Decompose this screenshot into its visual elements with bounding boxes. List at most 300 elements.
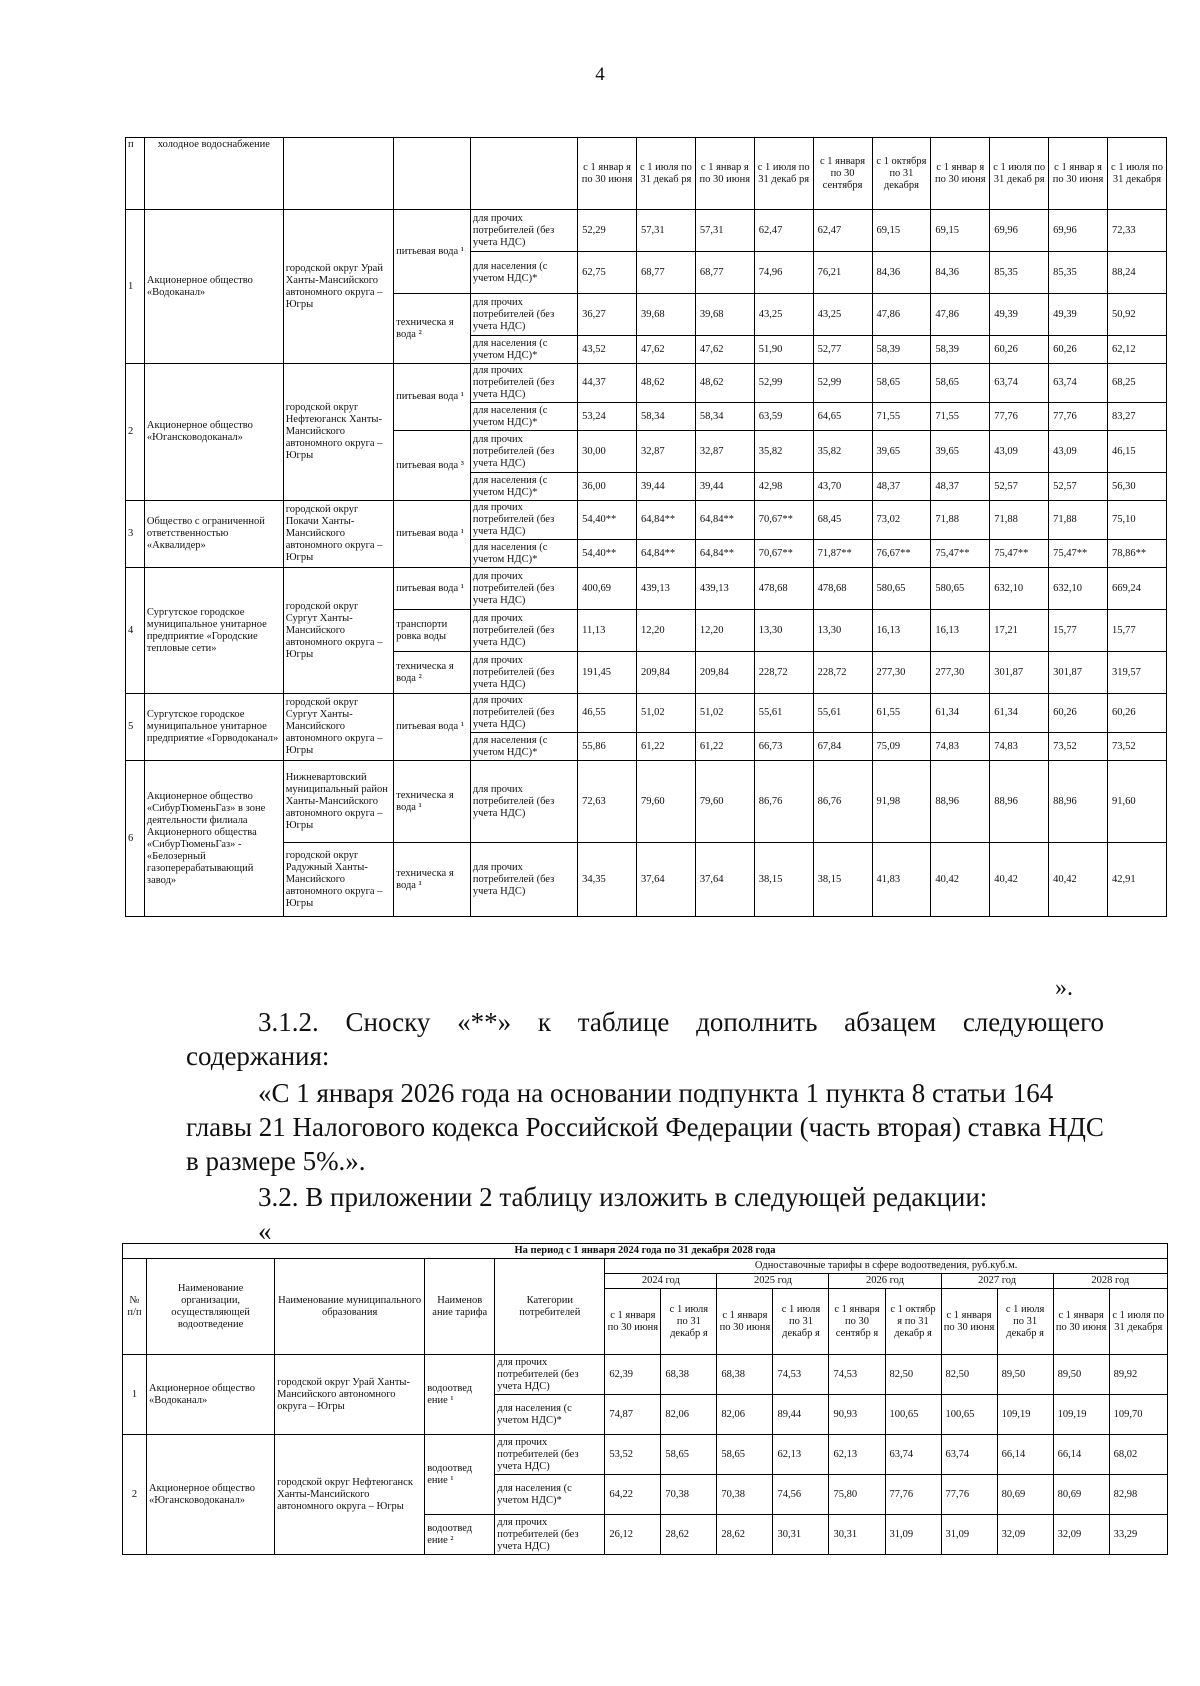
period-header: с 1 июля по 31 декабря <box>1109 1289 1167 1355</box>
tariff-name: питьевая вода ¹ <box>394 568 471 610</box>
org-name: Акционерное общество «Водоканал» <box>147 1355 275 1435</box>
tariff-value: 42,98 <box>754 473 813 501</box>
period-header: с 1 июля по 31 декабр я <box>773 1289 829 1355</box>
footnote-text: «С 1 января 2026 года на основании подпункта 1 пункта 8 статьи 164 главы 21 Налогового кодекса Российской Федерации (часть вторая) ставка НДС в размере 5%.». <box>186 1078 1104 1176</box>
tariff-value: 58,39 <box>931 336 990 364</box>
row-number: 2 <box>123 1435 147 1555</box>
tariff-value: 47,86 <box>872 294 931 336</box>
tariff-value: 71,55 <box>872 403 931 431</box>
tariff-value: 191,45 <box>578 652 637 694</box>
consumer-category: для прочих потребителей (без учета НДС) <box>470 294 577 336</box>
tariff-value: 277,30 <box>872 652 931 694</box>
tariff-value: 79,60 <box>695 761 754 843</box>
period-header: с 1 января по 30 сентябр я <box>829 1289 885 1355</box>
tariff-value: 90,93 <box>829 1395 885 1435</box>
tariff-value: 89,50 <box>997 1355 1053 1395</box>
tariff-value: 71,88 <box>1049 501 1108 540</box>
tariff-value: 58,39 <box>872 336 931 364</box>
tariff-value: 30,00 <box>578 431 637 473</box>
tariff-value: 80,69 <box>997 1475 1053 1515</box>
tariff-group-header: Одноставочные тарифы в сфере водоотведения, руб.куб.м. <box>605 1259 1168 1274</box>
tariff-value: 88,96 <box>990 761 1049 843</box>
tariff-value: 73,52 <box>1049 733 1108 761</box>
tariff-value: 88,96 <box>931 761 990 843</box>
table-header-row <box>126 138 1167 210</box>
municipality: городской округ Радужный Ханты-Мансийского автономного округа – Югры <box>283 843 393 917</box>
tariff-value: 43,70 <box>813 473 872 501</box>
tariff-value: 79,60 <box>637 761 696 843</box>
tariff-value: 70,38 <box>717 1475 773 1515</box>
tariff-value: 400,69 <box>578 568 637 610</box>
table-header-row <box>123 1259 1168 1274</box>
tariff-value: 86,76 <box>813 761 872 843</box>
tariff-value: 30,31 <box>829 1515 885 1555</box>
tariff-value: 61,34 <box>990 694 1049 733</box>
tariff-value: 52,57 <box>1049 473 1108 501</box>
tariff-value: 84,36 <box>872 252 931 294</box>
period-header: с 1 январ я по 30 июня <box>1049 138 1108 210</box>
consumer-category: для населения (с учетом НДС)* <box>470 540 577 568</box>
tariff-value: 77,76 <box>1049 403 1108 431</box>
period-header: с 1 января по 30 сентября <box>813 138 872 210</box>
tariff-value: 89,44 <box>773 1395 829 1435</box>
tariff-value: 36,00 <box>578 473 637 501</box>
tariff-name: питьевая вода ¹ <box>394 364 471 431</box>
header-num: п <box>126 138 145 210</box>
tariff-value: 16,13 <box>872 610 931 652</box>
tariff-value: 54,40** <box>578 501 637 540</box>
tariff-value: 88,96 <box>1049 761 1108 843</box>
tariff-value: 60,26 <box>1049 336 1108 364</box>
tariff-value: 62,13 <box>773 1435 829 1475</box>
municipality: городской округ Урай Ханты-Мансийского автономного округа – Югры <box>275 1355 425 1435</box>
tariff-value: 68,77 <box>637 252 696 294</box>
tariff-value: 76,67** <box>872 540 931 568</box>
municipality: городской округ Нефтеюганск Ханты-Мансийского автономного округа – Югры <box>283 364 393 501</box>
consumer-category: для населения (с учетом НДС)* <box>495 1475 605 1515</box>
consumer-category: для населения (с учетом НДС)* <box>470 403 577 431</box>
tariff-value: 75,47** <box>990 540 1049 568</box>
tariff-value: 50,92 <box>1108 294 1167 336</box>
tariff-value: 51,02 <box>637 694 696 733</box>
tariff-value: 66,73 <box>754 733 813 761</box>
org-name: Сургутское городское муниципальное унитарное предприятие «Городские тепловые сети» <box>144 568 283 694</box>
tariff-value: 73,52 <box>1108 733 1167 761</box>
tariff-value: 57,31 <box>695 210 754 252</box>
tariff-value: 109,19 <box>997 1395 1053 1435</box>
consumer-category: для прочих потребителей (без учета НДС) <box>470 610 577 652</box>
tariff-value: 66,14 <box>997 1435 1053 1475</box>
closing-quote: ». <box>1055 975 1073 1001</box>
tariff-value: 73,02 <box>872 501 931 540</box>
table-row <box>126 694 1167 733</box>
tariff-name: питьевая вода ¹ <box>394 694 471 761</box>
tariff-value: 31,09 <box>941 1515 997 1555</box>
tariff-value: 40,42 <box>931 843 990 917</box>
row-number: 4 <box>126 568 145 694</box>
tariff-value: 88,24 <box>1108 252 1167 294</box>
municipality: городской округ Сургут Ханты-Мансийского автономного округа – Югры <box>283 694 393 761</box>
paragraph-3-2: 3.2. В приложении 2 таблицу изложить в следующей редакции: <box>258 1182 988 1212</box>
tariff-value: 301,87 <box>1049 652 1108 694</box>
tariff-value: 52,77 <box>813 336 872 364</box>
tariff-value: 70,67** <box>754 540 813 568</box>
tariff-value: 36,27 <box>578 294 637 336</box>
tariff-value: 40,42 <box>1049 843 1108 917</box>
tariff-value: 12,20 <box>637 610 696 652</box>
municipality: городской округ Сургут Ханты-Мансийского автономного округа – Югры <box>283 568 393 694</box>
tariff-value: 33,29 <box>1109 1515 1167 1555</box>
tariff-value: 72,63 <box>578 761 637 843</box>
consumer-category: для прочих потребителей (без учета НДС) <box>470 843 577 917</box>
tariff-value: 37,64 <box>695 843 754 917</box>
tariff-value: 15,77 <box>1049 610 1108 652</box>
tariff-value: 82,50 <box>941 1355 997 1395</box>
tariff-value: 60,26 <box>1049 694 1108 733</box>
tariff-value: 61,22 <box>637 733 696 761</box>
tariff-value: 74,83 <box>931 733 990 761</box>
tariff-value: 61,22 <box>695 733 754 761</box>
period-header: с 1 октября по 31 декабря <box>872 138 931 210</box>
tariff-value: 62,13 <box>829 1435 885 1475</box>
tariff-value: 41,83 <box>872 843 931 917</box>
org-name: Общество с ограниченной ответственностью «Аквалидер» <box>144 501 283 568</box>
period-header: с 1 января по 30 июня <box>717 1289 773 1355</box>
row-number: 2 <box>126 364 145 501</box>
tariff-value: 632,10 <box>990 568 1049 610</box>
tariff-value: 74,96 <box>754 252 813 294</box>
tariff-value: 48,37 <box>872 473 931 501</box>
tariff-value: 74,56 <box>773 1475 829 1515</box>
tariff-value: 64,65 <box>813 403 872 431</box>
period-header: с 1 июля по 31 декабр я <box>997 1289 1053 1355</box>
header-org: Наименование организации, осуществляющей водоотведение <box>147 1259 275 1355</box>
tariff-value: 47,62 <box>695 336 754 364</box>
tariff-value: 64,84** <box>695 540 754 568</box>
tariff-value: 60,26 <box>1108 694 1167 733</box>
tariff-value: 82,50 <box>885 1355 941 1395</box>
tariff-value: 68,45 <box>813 501 872 540</box>
tariff-value: 209,84 <box>695 652 754 694</box>
tariff-value: 43,25 <box>813 294 872 336</box>
year-header: 2024 год <box>605 1274 717 1289</box>
table-row <box>126 761 1167 843</box>
tariff-value: 32,09 <box>1053 1515 1109 1555</box>
tariff-value: 580,65 <box>931 568 990 610</box>
tariff-value: 74,53 <box>773 1355 829 1395</box>
row-number: 5 <box>126 694 145 761</box>
tariff-value: 43,25 <box>754 294 813 336</box>
org-name: Акционерное общество «Водоканал» <box>144 210 283 364</box>
tariff-value: 86,76 <box>754 761 813 843</box>
tariff-value: 64,84** <box>637 540 696 568</box>
tariff-name: водоотвед ение ² <box>425 1515 495 1555</box>
tariff-value: 40,42 <box>990 843 1049 917</box>
tariff-name: водоотвед ение ¹ <box>425 1355 495 1435</box>
year-header: 2026 год <box>829 1274 941 1289</box>
tariff-value: 39,65 <box>931 431 990 473</box>
tariff-value: 58,65 <box>872 364 931 403</box>
row-number: 1 <box>126 210 145 364</box>
tariff-value: 82,98 <box>1109 1475 1167 1515</box>
tariff-value: 32,87 <box>695 431 754 473</box>
tariff-value: 48,62 <box>637 364 696 403</box>
consumer-category: для прочих потребителей (без учета НДС) <box>470 761 577 843</box>
tariff-value: 632,10 <box>1049 568 1108 610</box>
tariff-value: 28,62 <box>717 1515 773 1555</box>
tariff-value: 56,30 <box>1108 473 1167 501</box>
tariff-value: 39,44 <box>695 473 754 501</box>
consumer-category: для прочих потребителей (без учета НДС) <box>470 431 577 473</box>
tariff-value: 48,62 <box>695 364 754 403</box>
consumer-category: для населения (с учетом НДС)* <box>470 252 577 294</box>
tariff-value: 439,13 <box>637 568 696 610</box>
tariff-value: 72,33 <box>1108 210 1167 252</box>
year-header: 2028 год <box>1053 1274 1167 1289</box>
tariff-name: техническа я вода ¹ <box>394 843 471 917</box>
row-number: 6 <box>126 761 145 917</box>
tariff-value: 46,15 <box>1108 431 1167 473</box>
tariff-value: 62,75 <box>578 252 637 294</box>
tariff-value: 49,39 <box>1049 294 1108 336</box>
tariff-value: 109,19 <box>1053 1395 1109 1435</box>
tariff-value: 34,35 <box>578 843 637 917</box>
tariff-value: 52,99 <box>813 364 872 403</box>
tariff-name: питьевая вода ¹ <box>394 210 471 294</box>
org-name: Акционерное общество «Югансководоканал» <box>147 1435 275 1555</box>
tariff-value: 60,26 <box>990 336 1049 364</box>
tariff-value: 478,68 <box>754 568 813 610</box>
tariff-value: 68,02 <box>1109 1435 1167 1475</box>
tariff-value: 58,65 <box>931 364 990 403</box>
consumer-category: для населения (с учетом НДС)* <box>470 336 577 364</box>
tariff-value: 74,83 <box>990 733 1049 761</box>
municipality: городской округ Нефтеюганск Ханты-Мансийского автономного округа – Югры <box>275 1435 425 1555</box>
tariff-value: 54,40** <box>578 540 637 568</box>
tariff-value: 63,59 <box>754 403 813 431</box>
table-row <box>123 1355 1168 1395</box>
tariff-value: 89,92 <box>1109 1355 1167 1395</box>
tariff-value: 15,77 <box>1108 610 1167 652</box>
tariff-value: 89,50 <box>1053 1355 1109 1395</box>
tariff-value: 47,62 <box>637 336 696 364</box>
tariff-value: 64,22 <box>605 1475 661 1515</box>
tariff-value: 82,06 <box>717 1395 773 1435</box>
tariff-value: 85,35 <box>990 252 1049 294</box>
tariff-value: 39,65 <box>872 431 931 473</box>
consumer-category: для населения (с учетом НДС)* <box>470 473 577 501</box>
tariff-value: 62,47 <box>754 210 813 252</box>
header-tariff: Наименов ание тарифа <box>425 1259 495 1355</box>
tariff-name: техническа я вода ² <box>394 294 471 364</box>
tariff-value: 319,57 <box>1108 652 1167 694</box>
tariff-value: 16,13 <box>931 610 990 652</box>
tariff-value: 71,88 <box>990 501 1049 540</box>
tariff-value: 39,44 <box>637 473 696 501</box>
tariff-value: 43,52 <box>578 336 637 364</box>
opening-quote: « <box>258 1216 272 1246</box>
tariff-value: 75,47** <box>1049 540 1108 568</box>
paragraph-3-1-2: 3.1.2. Сноску «**» к таблице дополнить абзацем следующего содержания: <box>186 1007 1104 1071</box>
tariff-value: 43,09 <box>1049 431 1108 473</box>
period-header: с 1 январ я по 30 июня <box>578 138 637 210</box>
tariff-value: 68,38 <box>717 1355 773 1395</box>
tariff-value: 58,34 <box>637 403 696 431</box>
tariff-value: 52,99 <box>754 364 813 403</box>
row-number: 1 <box>123 1355 147 1435</box>
tariff-name: техническа я вода ² <box>394 652 471 694</box>
org-name: Сургутское городское муниципальное унитарное предприятие «Горводоканал» <box>144 694 283 761</box>
consumer-category: для прочих потребителей (без учета НДС) <box>470 364 577 403</box>
period-header: с 1 июля по 31 декаб ря <box>637 138 696 210</box>
tariff-value: 75,47** <box>931 540 990 568</box>
tariff-value: 66,14 <box>1053 1435 1109 1475</box>
tariff-name: техническа я вода ¹ <box>394 761 471 843</box>
cold-water-tariff-table <box>125 137 1167 917</box>
tariff-value: 75,80 <box>829 1475 885 1515</box>
tariff-value: 35,82 <box>813 431 872 473</box>
consumer-category: для прочих потребителей (без учета НДС) <box>470 694 577 733</box>
tariff-value: 42,91 <box>1108 843 1167 917</box>
tariff-value: 100,65 <box>885 1395 941 1435</box>
tariff-value: 82,06 <box>661 1395 717 1435</box>
tariff-name: водоотвед ение ¹ <box>425 1435 495 1515</box>
tariff-value: 439,13 <box>695 568 754 610</box>
consumer-category: для прочих потребителей (без учета НДС) <box>470 210 577 252</box>
tariff-value: 55,61 <box>813 694 872 733</box>
tariff-value: 91,60 <box>1108 761 1167 843</box>
tariff-value: 58,65 <box>717 1435 773 1475</box>
consumer-category: для прочих потребителей (без учета НДС) <box>470 568 577 610</box>
tariff-value: 76,21 <box>813 252 872 294</box>
tariff-name: транспорти ровка воды <box>394 610 471 652</box>
tariff-value: 49,39 <box>990 294 1049 336</box>
row-number: 3 <box>126 501 145 568</box>
tariff-value: 301,87 <box>990 652 1049 694</box>
table-row <box>126 501 1167 540</box>
tariff-value: 53,52 <box>605 1435 661 1475</box>
period-header: с 1 октябр я по 31 декабр я <box>885 1289 941 1355</box>
header-num: № п/п <box>123 1259 147 1355</box>
page-number: 4 <box>595 64 605 85</box>
tariff-value: 63,74 <box>1049 364 1108 403</box>
tariff-name: питьевая вода ³ <box>394 431 471 501</box>
tariff-value: 39,68 <box>637 294 696 336</box>
header-category: Категории потребителей <box>495 1259 605 1355</box>
tariff-value: 30,31 <box>773 1515 829 1555</box>
tariff-value: 17,21 <box>990 610 1049 652</box>
tariff-value: 62,47 <box>813 210 872 252</box>
tariff-value: 78,86** <box>1108 540 1167 568</box>
period-header: с 1 января по 30 июня <box>605 1289 661 1355</box>
tariff-value: 37,64 <box>637 843 696 917</box>
period-header: с 1 июля по 31 декаб ря <box>754 138 813 210</box>
tariff-value: 35,82 <box>754 431 813 473</box>
tariff-value: 43,09 <box>990 431 1049 473</box>
header-municipality: Наименование муниципального образования <box>275 1259 425 1355</box>
tariff-value: 39,68 <box>695 294 754 336</box>
tariff-value: 46,55 <box>578 694 637 733</box>
period-header: с 1 июля по 31 декабр я <box>661 1289 717 1355</box>
tariff-value: 52,57 <box>990 473 1049 501</box>
tariff-value: 62,39 <box>605 1355 661 1395</box>
tariff-value: 580,65 <box>872 568 931 610</box>
municipality: городской округ Покачи Ханты-Мансийского автономного округа – Югры <box>283 501 393 568</box>
tariff-value: 77,76 <box>941 1475 997 1515</box>
consumer-category: для прочих потребителей (без учета НДС) <box>495 1435 605 1475</box>
tariff-value: 12,20 <box>695 610 754 652</box>
consumer-category: для прочих потребителей (без учета НДС) <box>495 1355 605 1395</box>
tariff-value: 51,90 <box>754 336 813 364</box>
tariff-value: 69,96 <box>1049 210 1108 252</box>
period-header: с 1 январ я по 30 июня <box>695 138 754 210</box>
tariff-value: 55,61 <box>754 694 813 733</box>
year-header: 2027 год <box>941 1274 1053 1289</box>
municipality: городской округ Урай Ханты-Мансийского автономного округа – Югры <box>283 210 393 364</box>
consumer-category: для прочих потребителей (без учета НДС) <box>470 501 577 540</box>
table-title-row <box>123 1244 1168 1259</box>
tariff-value: 228,72 <box>754 652 813 694</box>
tariff-value: 47,86 <box>931 294 990 336</box>
tariff-value: 11,13 <box>578 610 637 652</box>
municipality: Нижневартовский муниципальный район Ханты-Мансийского автономного округа – Югры <box>283 761 393 843</box>
tariff-value: 77,76 <box>885 1475 941 1515</box>
tariff-value: 277,30 <box>931 652 990 694</box>
tariff-value: 75,10 <box>1108 501 1167 540</box>
tariff-value: 478,68 <box>813 568 872 610</box>
period-header: с 1 января по 30 июня <box>941 1289 997 1355</box>
table-row <box>126 568 1167 610</box>
table-row <box>126 364 1167 403</box>
tariff-name: питьевая вода ¹ <box>394 501 471 568</box>
tariff-value: 74,87 <box>605 1395 661 1435</box>
tariff-value: 68,25 <box>1108 364 1167 403</box>
tariff-value: 31,09 <box>885 1515 941 1555</box>
tariff-value: 28,62 <box>661 1515 717 1555</box>
tariff-value: 69,96 <box>990 210 1049 252</box>
tariff-value: 71,88 <box>931 501 990 540</box>
tariff-value: 13,30 <box>754 610 813 652</box>
tariff-value: 74,53 <box>829 1355 885 1395</box>
tariff-value: 57,31 <box>637 210 696 252</box>
period-title: На период с 1 января 2024 года по 31 декабря 2028 года <box>123 1244 1168 1259</box>
tariff-value: 64,84** <box>637 501 696 540</box>
tariff-value: 38,15 <box>813 843 872 917</box>
header-service: холодное водоснабжение <box>144 138 283 210</box>
tariff-value: 85,35 <box>1049 252 1108 294</box>
table-row <box>123 1435 1168 1475</box>
tariff-value: 61,34 <box>931 694 990 733</box>
tariff-value: 63,74 <box>885 1435 941 1475</box>
tariff-value: 38,15 <box>754 843 813 917</box>
tariff-value: 13,30 <box>813 610 872 652</box>
tariff-value: 26,12 <box>605 1515 661 1555</box>
period-header: с 1 июля по 31 декаб ря <box>990 138 1049 210</box>
tariff-value: 100,65 <box>941 1395 997 1435</box>
tariff-value: 77,76 <box>990 403 1049 431</box>
tariff-value: 75,09 <box>872 733 931 761</box>
tariff-value: 32,09 <box>997 1515 1053 1555</box>
period-header: с 1 январ я по 30 июня <box>931 138 990 210</box>
tariff-value: 71,55 <box>931 403 990 431</box>
tariff-value: 91,98 <box>872 761 931 843</box>
tariff-value: 61,55 <box>872 694 931 733</box>
table-row <box>126 210 1167 252</box>
tariff-value: 83,27 <box>1108 403 1167 431</box>
tariff-value: 67,84 <box>813 733 872 761</box>
tariff-value: 44,37 <box>578 364 637 403</box>
consumer-category: для прочих потребителей (без учета НДС) <box>495 1515 605 1555</box>
